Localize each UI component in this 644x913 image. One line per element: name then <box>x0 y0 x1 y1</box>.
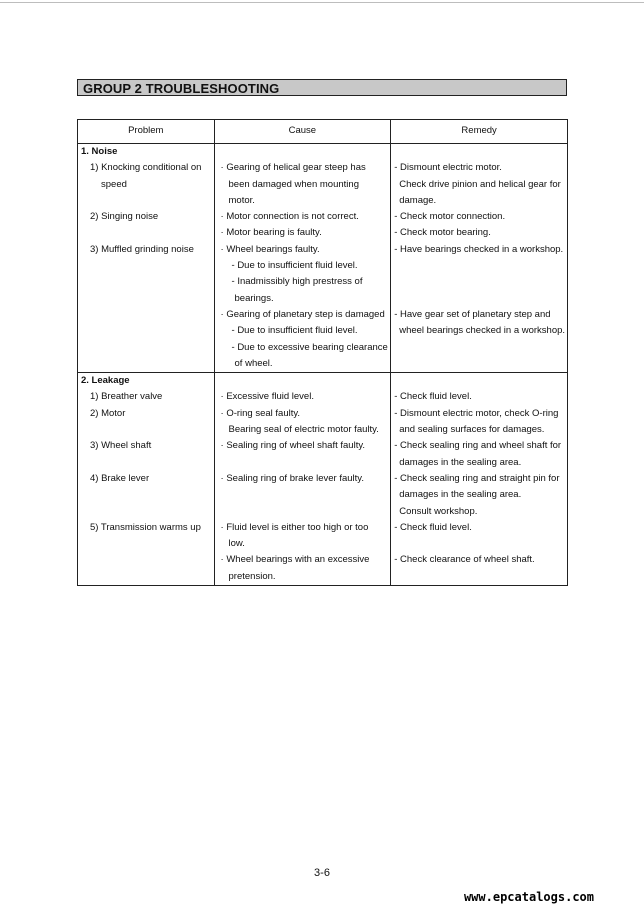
noise-problem-cell <box>78 144 215 373</box>
remedy-line: - Check fluid level. <box>394 391 472 403</box>
cause-line: · Sealing ring of wheel shaft faulty. <box>220 440 366 452</box>
leakage-cause-cell <box>214 373 391 586</box>
cause-line: pretension. <box>228 570 276 582</box>
remedy-line: damage. <box>399 194 437 206</box>
problem-line: speed <box>101 178 127 190</box>
cause-line: - Due to excessive bearing clearance <box>231 341 388 353</box>
leakage-problem-cell <box>78 373 215 586</box>
problem-line <box>78 504 214 520</box>
remedy-line: - Check sealing ring and wheel shaft for <box>394 440 562 452</box>
remedy-line: damages in the sealing area. <box>399 489 522 501</box>
leakage-section-row <box>78 373 568 586</box>
table-header-row <box>78 120 568 144</box>
remedy-line <box>391 340 567 356</box>
problem-line <box>78 569 214 585</box>
top-rule <box>0 2 644 3</box>
cause-line: been damaged when mounting <box>228 178 359 190</box>
problem-line: 5) Transmission warms up <box>90 521 201 533</box>
problem-line <box>78 258 214 274</box>
cause-line: · Motor bearing is faulty. <box>220 227 322 239</box>
cause-line: · Wheel bearings faulty. <box>220 243 320 255</box>
remedy-line: - Check clearance of wheel shaft. <box>394 554 535 566</box>
problem-line <box>78 487 214 503</box>
problem-line: 1) Breather valve <box>90 391 163 403</box>
problem-line <box>78 536 214 552</box>
cause-line: - Due to insufficient fluid level. <box>231 325 358 337</box>
problem-line <box>78 291 214 307</box>
page-number: 3-6 <box>314 867 330 879</box>
cause-line <box>215 455 391 471</box>
leakage-remedy-cell <box>391 373 568 586</box>
remedy-line: - Dismount electric motor. <box>394 162 502 174</box>
problem-line <box>78 422 214 438</box>
remedy-line: and sealing surfaces for damages. <box>399 424 545 436</box>
troubleshooting-table <box>77 119 568 586</box>
remedy-line <box>391 536 567 552</box>
problem-line: 3) Muffled grinding noise <box>90 243 194 255</box>
remedy-line: - Check sealing ring and straight pin for <box>394 472 560 484</box>
remedy-line: - Check motor connection. <box>394 211 506 223</box>
cause-line <box>215 487 391 503</box>
cause-line <box>215 144 391 160</box>
problem-line <box>78 552 214 568</box>
remedy-line <box>391 144 567 160</box>
watermark-url: www.epcatalogs.com <box>463 890 594 904</box>
problem-line: 4) Brake lever <box>90 472 150 484</box>
cause-line: - Inadmissibly high prestress of <box>231 276 363 288</box>
remedy-line <box>391 569 567 585</box>
problem-line: 1) Knocking conditional on <box>90 162 202 174</box>
cause-line: · Fluid level is either too high or too <box>220 521 369 533</box>
remedy-line: wheel bearings checked in a workshop. <box>399 325 566 337</box>
cause-line: of wheel. <box>234 357 273 369</box>
cause-line: low. <box>228 538 245 550</box>
cause-line: · Sealing ring of brake lever faulty. <box>220 472 364 484</box>
problem-line: 2) Singing noise <box>90 211 159 223</box>
cause-line <box>215 373 391 389</box>
problem-line <box>78 307 214 323</box>
section-heading-leakage: 2. Leakage <box>81 375 130 387</box>
noise-remedy-cell <box>391 144 568 373</box>
cause-line <box>215 504 391 520</box>
remedy-line <box>391 274 567 290</box>
cause-line: bearings. <box>234 292 274 304</box>
remedy-line <box>391 258 567 274</box>
group-title: GROUP 2 TROUBLESHOOTING <box>77 79 567 96</box>
cause-line: · Motor connection is not correct. <box>220 211 359 223</box>
cause-line: · O-ring seal faulty. <box>220 407 301 419</box>
header-cause: Cause <box>214 120 391 144</box>
cause-line: motor. <box>228 194 255 206</box>
remedy-line: - Have gear set of planetary step and <box>394 308 551 320</box>
noise-cause-cell <box>214 144 391 373</box>
remedy-line: - Check fluid level. <box>394 521 472 533</box>
remedy-line: Consult workshop. <box>399 505 478 517</box>
remedy-line: - Dismount electric motor, check O-ring <box>394 407 559 419</box>
noise-section-row <box>78 144 568 373</box>
problem-line <box>78 340 214 356</box>
problem-line <box>78 323 214 339</box>
problem-line <box>78 225 214 241</box>
cause-line: · Gearing of helical gear steep has <box>220 162 366 174</box>
cause-line: · Gearing of planetary step is damaged <box>220 308 385 320</box>
cause-line: - Due to insufficient fluid level. <box>231 260 358 272</box>
remedy-line <box>391 373 567 389</box>
cause-line: · Excessive fluid level. <box>220 391 314 403</box>
remedy-line: - Have bearings checked in a workshop. <box>394 243 564 255</box>
header-remedy: Remedy <box>391 120 568 144</box>
problem-line <box>78 274 214 290</box>
section-heading-noise: 1. Noise <box>81 146 118 157</box>
remedy-line: damages in the sealing area. <box>399 456 522 468</box>
remedy-line <box>391 291 567 307</box>
remedy-line: - Check motor bearing. <box>394 227 491 239</box>
header-problem: Problem <box>78 120 215 144</box>
remedy-line: Check drive pinion and helical gear for <box>399 178 561 190</box>
remedy-line <box>391 356 567 372</box>
cause-line: Bearing seal of electric motor faulty. <box>228 424 379 436</box>
problem-line: 3) Wheel shaft <box>90 440 152 452</box>
problem-line <box>78 455 214 471</box>
cause-line: · Wheel bearings with an excessive <box>220 554 370 566</box>
problem-line <box>78 193 214 209</box>
problem-line: 2) Motor <box>90 407 126 419</box>
